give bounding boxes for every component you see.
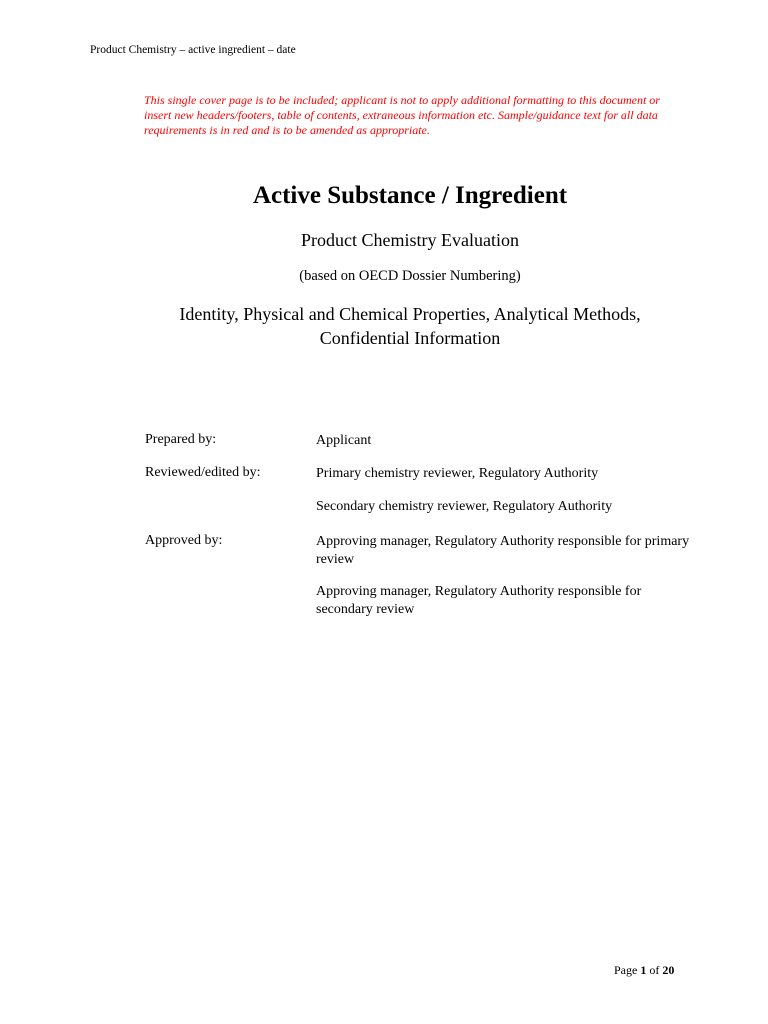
reviewed-by-secondary: Secondary chemistry reviewer, Regulatory Authority [316,499,613,514]
instruction-note: This single cover page is to be included; applicant is not to apply additional formatting to this document or insert new headers/footers, table of contents, extraneous information etc. Sample/guidance text for all data requirements is in red and is to be amended as appropriate. [144,93,660,137]
running-header: Product Chemistry – active ingredient – date [90,44,296,56]
reviewed-by-primary: Primary chemistry reviewer, Regulatory Authority [316,466,599,481]
sections-heading [130,302,690,350]
approved-by-secondary: Approving manager, Regulatory Authority responsible for secondary review [316,584,642,617]
sections-line-1: Identity, Physical and Chemical Properties, Analytical Methods, [179,304,641,324]
of-word: of [649,963,660,977]
page-number [614,963,674,978]
approved-by-primary: Approving manager, Regulatory Authority responsible for primary review [316,534,690,567]
document-subtitle: Product Chemistry Evaluation [301,230,519,250]
prepared-by-label: Prepared by: [145,432,217,447]
total-pages: 20 [662,963,675,977]
approved-by-label: Approved by: [145,533,223,548]
numbering-basis: (based on OECD Dossier Numbering) [299,268,521,284]
sections-line-2: Confidential Information [319,328,501,348]
reviewed-by-label: Reviewed/edited by: [145,465,261,480]
document-title: Active Substance / Ingredient [252,182,568,209]
page-word: Page [614,963,638,977]
prepared-by-value: Applicant [316,433,372,448]
current-page: 1 [640,963,647,977]
